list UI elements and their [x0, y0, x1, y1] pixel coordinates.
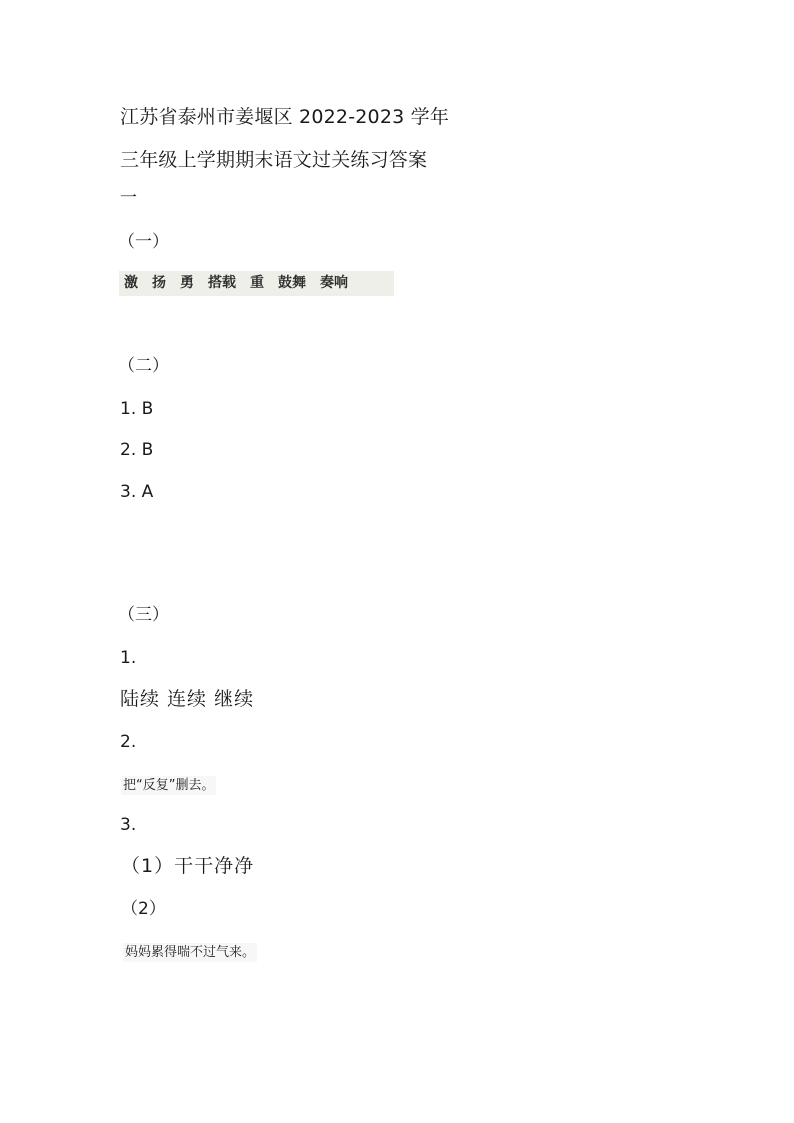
section-1-word-strip — [119, 271, 394, 296]
word-item: 扬 — [152, 275, 166, 291]
section-2-heading: （二） — [118, 356, 169, 376]
section-3-q2-answer-text: 把“反复”删去。 — [123, 778, 215, 793]
section-3-q3-sub2-answer-text: 妈妈累得喘不过气来。 — [125, 945, 256, 960]
word-item: 鼓舞 — [278, 275, 306, 291]
section-3-q3-number: 3. — [120, 815, 137, 835]
word-item: 激 — [124, 275, 138, 291]
part-one-heading: 一 — [120, 188, 137, 208]
word-item: 重 — [250, 275, 264, 291]
section-1-heading: （一） — [118, 232, 169, 252]
section-3-heading: （三） — [118, 605, 169, 625]
section-2-answer-3: 3. A — [120, 482, 154, 502]
section-3-q2-number: 2. — [120, 732, 137, 752]
section-2-answer-1: 1. B — [120, 399, 154, 419]
word-item: 勇 — [180, 275, 194, 291]
section-3-q1-number: 1. — [120, 648, 137, 668]
section-3-q2-answer — [121, 779, 216, 792]
document-title-line1: 江苏省泰州市姜堰区 2022-2023 学年 — [120, 106, 450, 128]
section-3-q3-sub2-answer — [123, 946, 257, 959]
section-3-q3-sub1: （1）干干净净 — [121, 855, 255, 877]
section-3-q3-sub2-label: （2） — [121, 899, 166, 919]
word-item: 奏响 — [320, 275, 348, 291]
document-title-line2: 三年级上学期期末语文过关练习答案 — [120, 149, 428, 171]
section-3-q1-answer: 陆续 连续 继续 — [120, 688, 255, 710]
section-2-answer-2: 2. B — [120, 440, 154, 460]
word-item: 搭载 — [208, 275, 236, 291]
